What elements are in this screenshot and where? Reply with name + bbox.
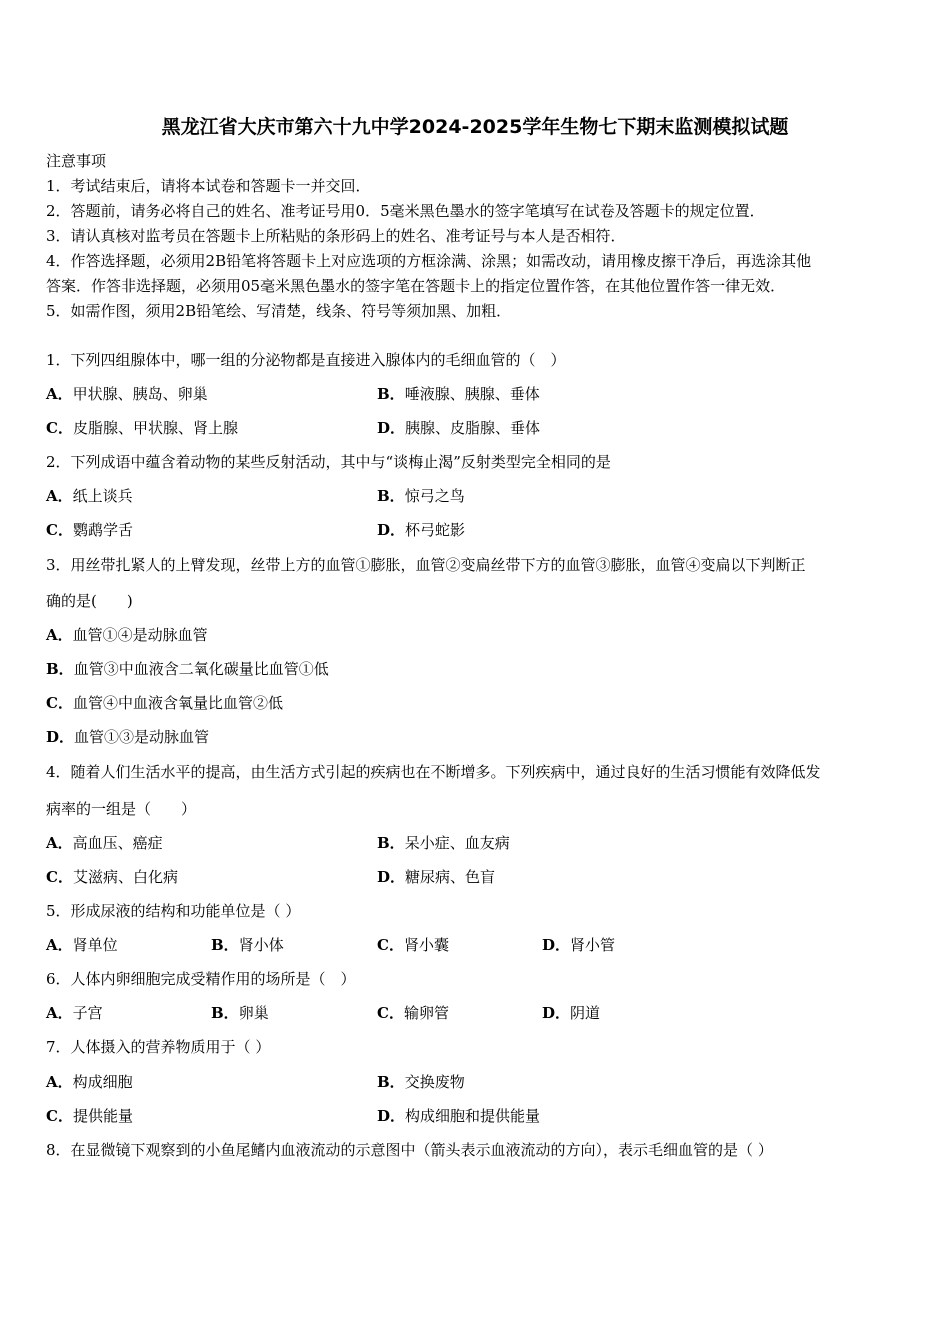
option-b: B．肾小体 <box>211 936 284 954</box>
option-a: A．子宫 <box>46 1004 103 1022</box>
option-b: B．呆小症、血友病 <box>377 834 510 852</box>
option-a: A．构成细胞 <box>46 1073 133 1091</box>
question-stem: 确的是( ) <box>46 592 133 610</box>
option-c: C．输卵管 <box>377 1004 449 1022</box>
question-stem: 5．形成尿液的结构和功能单位是（ ） <box>46 902 301 920</box>
option-d: D．构成细胞和提供能量 <box>377 1107 541 1125</box>
option-b: B．交换废物 <box>377 1073 465 1091</box>
option-b: B．卵巢 <box>211 1004 269 1022</box>
question-stem: 8．在显微镜下观察到的小鱼尾鳍内血液流动的示意图中（箭头表示血液流动的方向），表示毛细血管的是（ ） <box>46 1141 773 1159</box>
option-d: D．阴道 <box>542 1004 601 1022</box>
option-c: C．艾滋病、白化病 <box>46 868 178 886</box>
option-a: A．血管①④是动脉血管 <box>46 626 208 644</box>
option-a: A．甲状腺、胰岛、卵巢 <box>46 385 208 403</box>
question-stem: 4．随着人们生活水平的提高，由生活方式引起的疾病也在不断增多。下列疾病中，通过良好的生活习惯能有效降低发 <box>46 763 821 781</box>
option-a: A．肾单位 <box>46 936 118 954</box>
notice-item: 3．请认真核对监考员在答题卡上所粘贴的条形码上的姓名、准考证号与本人是否相符． <box>46 227 626 245</box>
notice-item: 5．如需作图，须用2B铅笔绘、写清楚，线条、符号等须加黑、加粗． <box>46 302 512 320</box>
option-c: C．提供能量 <box>46 1107 133 1125</box>
option-b: B．惊弓之鸟 <box>377 487 465 505</box>
question-stem: 3．用丝带扎紧人的上臂发现，丝带上方的血管①膨胀，血管②变扁丝带下方的血管③膨胀，血管④变扁以下判断正 <box>46 556 806 574</box>
notice-item: 答案．作答非选择题，必须用05毫米黑色墨水的签字笔在答题卡上的指定位置作答，在其他位置作答一律无效． <box>46 277 786 295</box>
notice-item: 1．考试结束后，请将本试卷和答题卡一并交回． <box>46 177 371 195</box>
option-d: D．杯弓蛇影 <box>377 521 466 539</box>
option-d: D．血管①③是动脉血管 <box>46 728 210 746</box>
option-c: C．血管④中血液含氧量比血管②低 <box>46 694 283 712</box>
option-c: C．皮脂腺、甲状腺、肾上腺 <box>46 419 238 437</box>
question-stem: 1．下列四组腺体中，哪一组的分泌物都是直接进入腺体内的毛细血管的（ ） <box>46 351 566 369</box>
question-stem: 7．人体摄入的营养物质用于（ ） <box>46 1038 271 1056</box>
option-d: D．糖尿病、色盲 <box>377 868 496 886</box>
option-c: C．肾小囊 <box>377 936 449 954</box>
option-d: D．肾小管 <box>542 936 616 954</box>
option-a: A．纸上谈兵 <box>46 487 133 505</box>
option-d: D．胰腺、皮脂腺、垂体 <box>377 419 541 437</box>
notice-item: 4．作答选择题，必须用2B铅笔将答题卡上对应选项的方框涂满、涂黑；如需改动，请用橡皮擦干净后，再选涂其他 <box>46 252 812 270</box>
option-a: A．高血压、癌症 <box>46 834 163 852</box>
question-stem: 病率的一组是（ ） <box>46 800 197 818</box>
question-stem: 6．人体内卵细胞完成受精作用的场所是（ ） <box>46 970 356 988</box>
question-stem: 2．下列成语中蕴含着动物的某些反射活动，其中与“谈梅止渴”反射类型完全相同的是 <box>46 453 611 471</box>
notice-item: 2．答题前，请务必将自己的姓名、准考证号用0．5毫米黑色墨水的签字笔填写在试卷及答题卡的规定位置． <box>46 202 765 220</box>
option-b: B．血管③中血液含二氧化碳量比血管①低 <box>46 660 329 678</box>
page-title: 黑龙江省大庆市第六十九中学2024-2025学年生物七下期末监测模拟试题 <box>161 116 789 138</box>
option-c: C．鹦鹉学舌 <box>46 521 133 539</box>
notice-heading: 注意事项 <box>46 152 107 170</box>
option-b: B．唾液腺、胰腺、垂体 <box>377 385 540 403</box>
